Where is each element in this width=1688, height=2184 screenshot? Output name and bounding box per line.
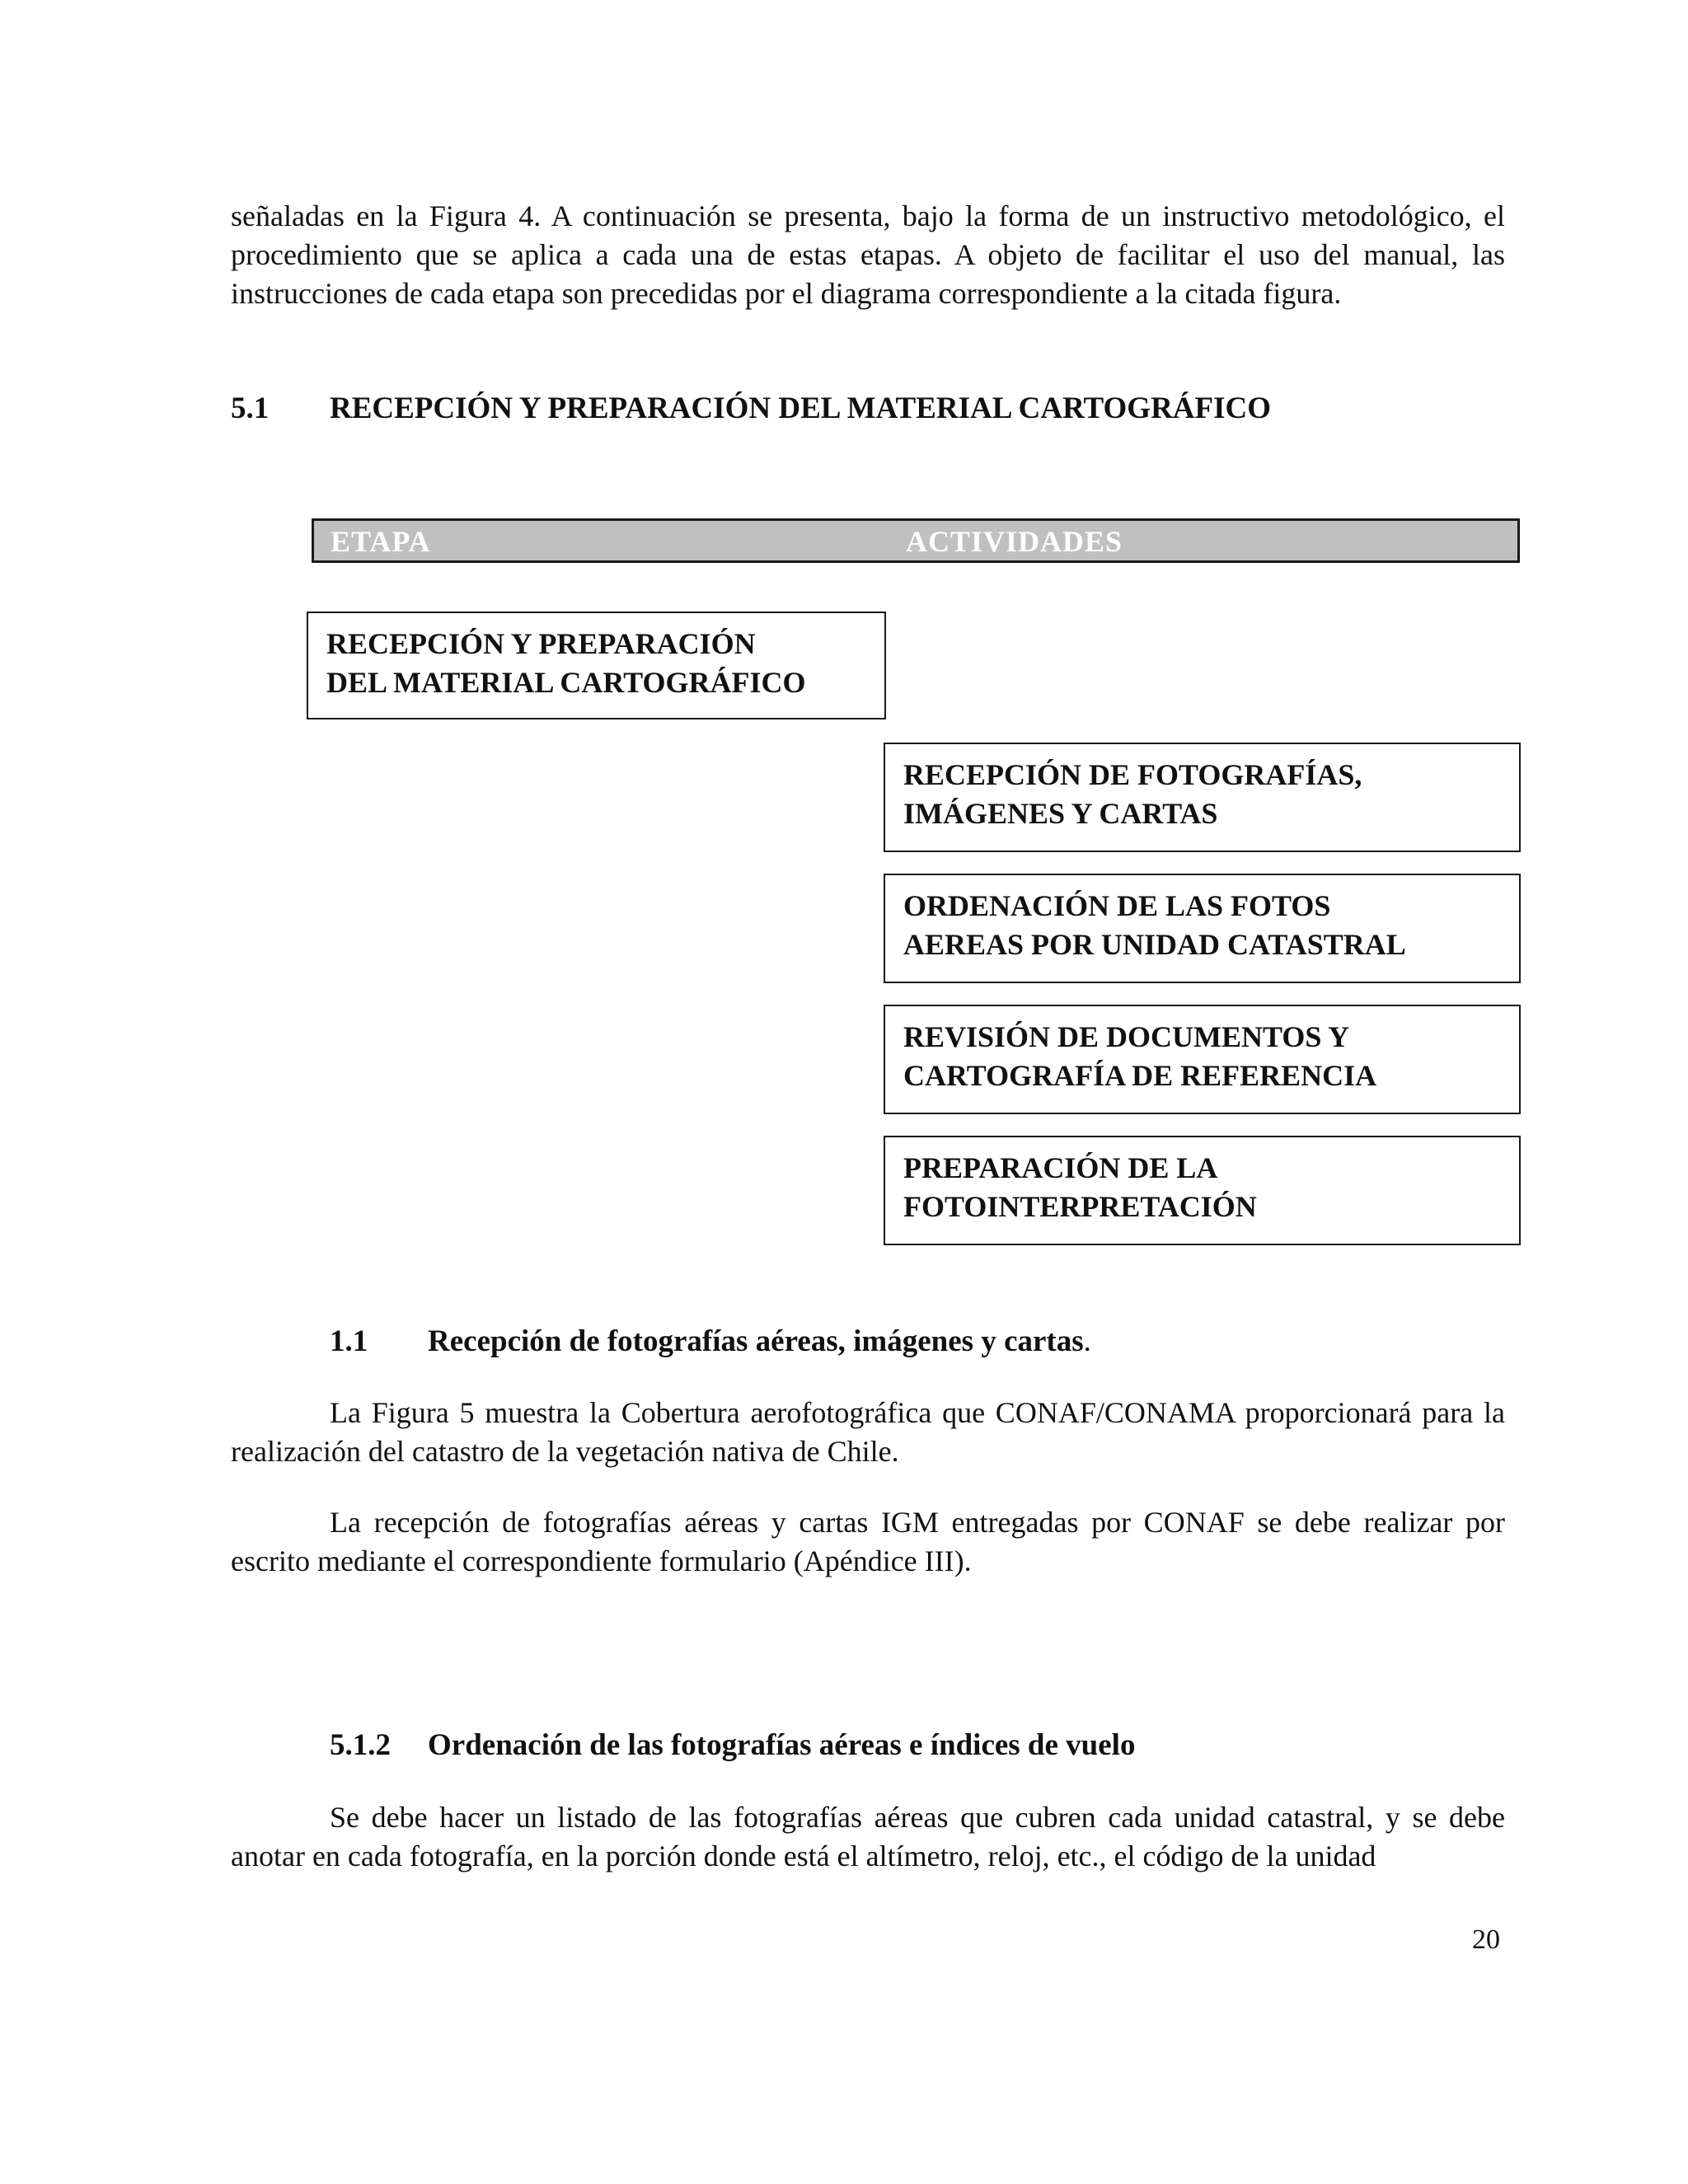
intro-paragraph: señaladas en la Figura 4. A continuación se presenta, bajo la forma de un instructivo metodológico, el procedimiento que se aplica a cada una de estas etapas. A objeto de facilitar el uso del manual, las instrucciones de cada etapa son precedidas por el diagrama correspondiente a la citada figura. [231, 199, 1505, 310]
paragraph-figura-5: La Figura 5 muestra la Cobertura aerofotográfica que CONAF/CONAMA proporcionará para la realización del catastro de la vegetación nativa de Chile. [231, 1396, 1505, 1468]
section-title: Ordenación de las fotografías aéreas e índices de vuelo [428, 1728, 1136, 1762]
diagram-activity-box: REVISIÓN DE DOCUMENTOS Y CARTOGRAFÍA DE REFERENCIA [884, 1005, 1521, 1114]
section-heading-5-1 [231, 389, 1271, 428]
section-title: Recepción de fotografías aéreas, imágenes y cartas [428, 1324, 1084, 1358]
section-number: 5.1 [231, 391, 270, 425]
diagram-activity-box: ORDENACIÓN DE LAS FOTOS AEREAS POR UNIDAD CATASTRAL [884, 874, 1521, 983]
section-title: RECEPCIÓN Y PREPARACIÓN DEL MATERIAL CARTOGRÁFICO [330, 391, 1272, 425]
section-title-end: . [1083, 1324, 1091, 1358]
diagram-header-actividades: ACTIVIDADES [906, 525, 1123, 558]
page-number: 20 [1472, 1924, 1500, 1955]
section-number: 1.1 [330, 1324, 368, 1358]
section-number: 5.1.2 [330, 1728, 391, 1762]
diagram-stage-box: RECEPCIÓN Y PREPARACIÓN DEL MATERIAL CARTOGRÁFICO [307, 612, 886, 719]
diagram-header-etapa: ETAPA [331, 525, 431, 558]
diagram-activity-box: RECEPCIÓN DE FOTOGRAFÍAS, IMÁGENES Y CARTAS [884, 743, 1521, 852]
paragraph-recepcion: La recepción de fotografías aéreas y cartas IGM entregadas por CONAF se debe realizar por escrito mediante el correspondiente formulario (Apéndice III). [231, 1506, 1505, 1577]
paragraph-listado: Se debe hacer un listado de las fotografías aéreas que cubren cada unidad catastral, y se debe anotar en cada fotografía, en la porción donde está el altímetro, reloj, etc., el código de la unidad [231, 1801, 1505, 1872]
section-heading-1-1 [330, 1322, 1091, 1361]
diagram-header-bar [312, 518, 1520, 563]
diagram-activity-box: PREPARACIÓN DE LA FOTOINTERPRETACIÓN [884, 1136, 1521, 1245]
section-heading-5-1-2 [330, 1726, 1135, 1765]
